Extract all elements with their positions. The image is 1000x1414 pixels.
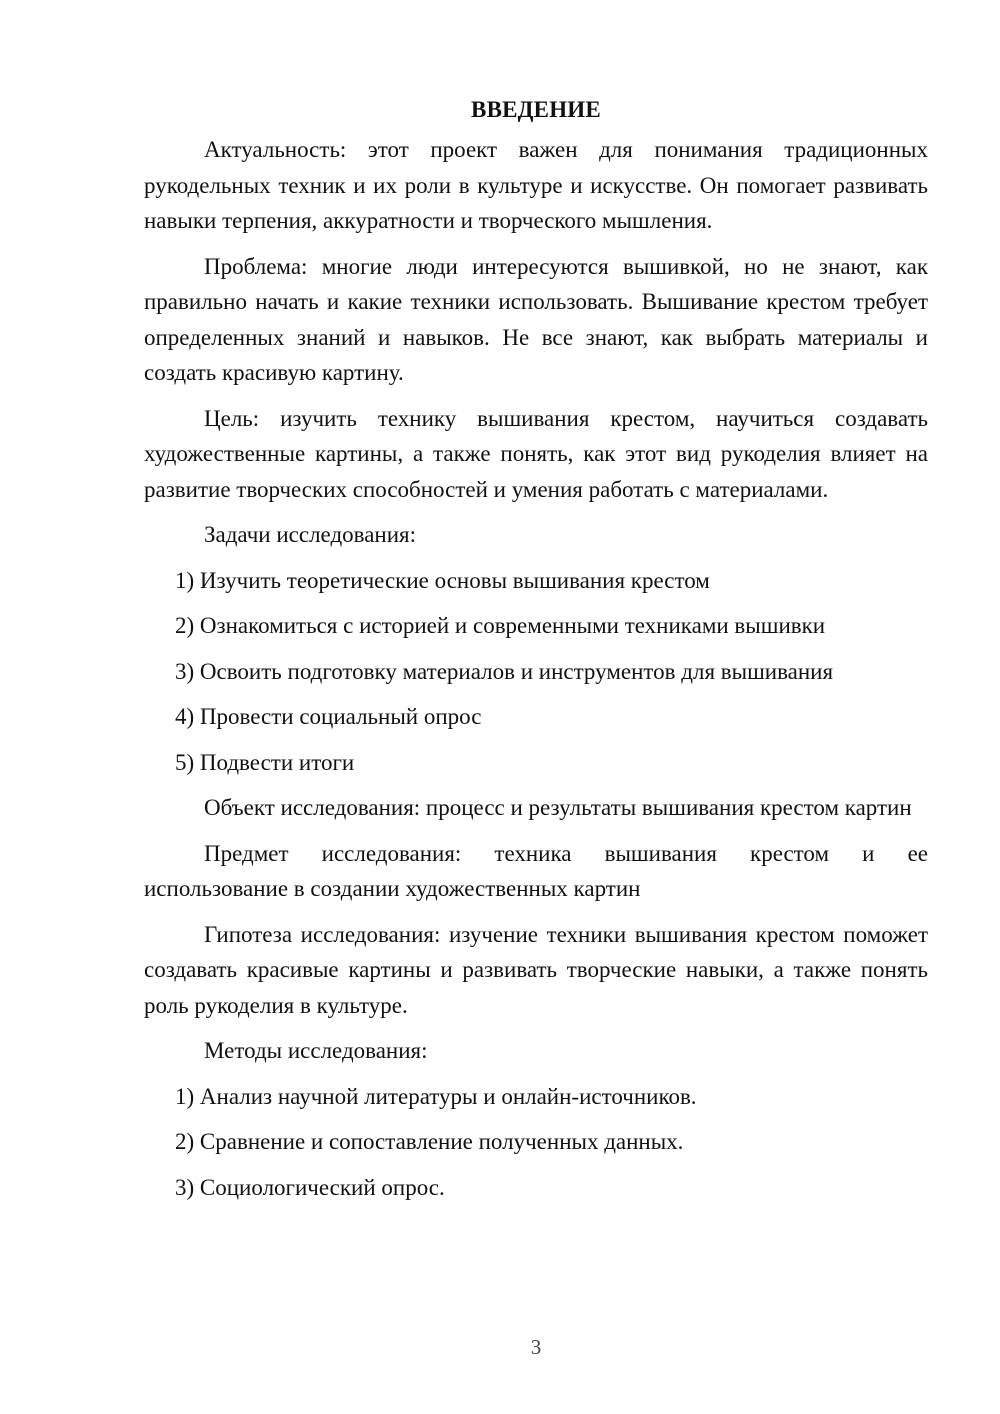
method-item-3: 3) Социологический опрос.	[175, 1174, 445, 1200]
object-paragraph: Объект исследования: процесс и результаты вышивания крестом картин	[204, 795, 912, 820]
method-item-2: 2) Сравнение и сопоставление полученных данных.	[175, 1129, 684, 1154]
methods-heading: Методы исследования:	[204, 1038, 428, 1063]
task-item-2: 2) Ознакомиться с историей и современными техниками вышивки	[175, 613, 826, 638]
section-heading: ВВЕДЕНИЕ	[471, 97, 601, 122]
method-item-1: 1) Анализ научной литературы и онлайн-источников.	[175, 1083, 697, 1109]
page-number: 3	[530, 1335, 542, 1359]
subject-line-2: использование в создании художественных картин	[144, 876, 641, 901]
hypothesis-paragraph: Гипотеза исследования: изучение техники вышивания крестом поможет создавать красивые картины и развивать творческие навыки, а также понять роль рукоделия в культуре.	[144, 921, 928, 1018]
subject-line-1: Предмет исследования: техника вышивания крестом и ее	[204, 840, 928, 866]
task-item-1: 1) Изучить теоретические основы вышивания крестом	[175, 567, 710, 593]
tasks-heading: Задачи исследования:	[204, 522, 417, 547]
task-item-4: 4) Провести социальный опрос	[175, 704, 482, 729]
task-item-5: 5) Подвести итоги	[175, 749, 355, 775]
relevance-paragraph: Актуальность: этот проект важен для понимания традиционных рукодельных техник и их роли в культуре и искусстве. Он помогает развивать навыки терпения, аккуратности и творческого мышления.	[144, 137, 928, 233]
goal-paragraph: Цель: изучить технику вышивания крестом, научиться создавать художественные картины, а также понять, как этот вид рукоделия влияет на развитие творческих способностей и умения работать с материалами.	[144, 405, 928, 502]
page-content	[144, 92, 928, 1215]
subject-paragraph	[144, 836, 928, 907]
task-item-3: 3) Освоить подготовку материалов и инструментов для вышивания	[175, 658, 834, 684]
problem-paragraph: Проблема: многие люди интересуются вышивкой, но не знают, как правильно начать и какие техники использовать. Вышивание крестом требует определенных знаний и навыков. Не все знают, как выбрать материалы и создать красивую картину.	[144, 253, 928, 385]
